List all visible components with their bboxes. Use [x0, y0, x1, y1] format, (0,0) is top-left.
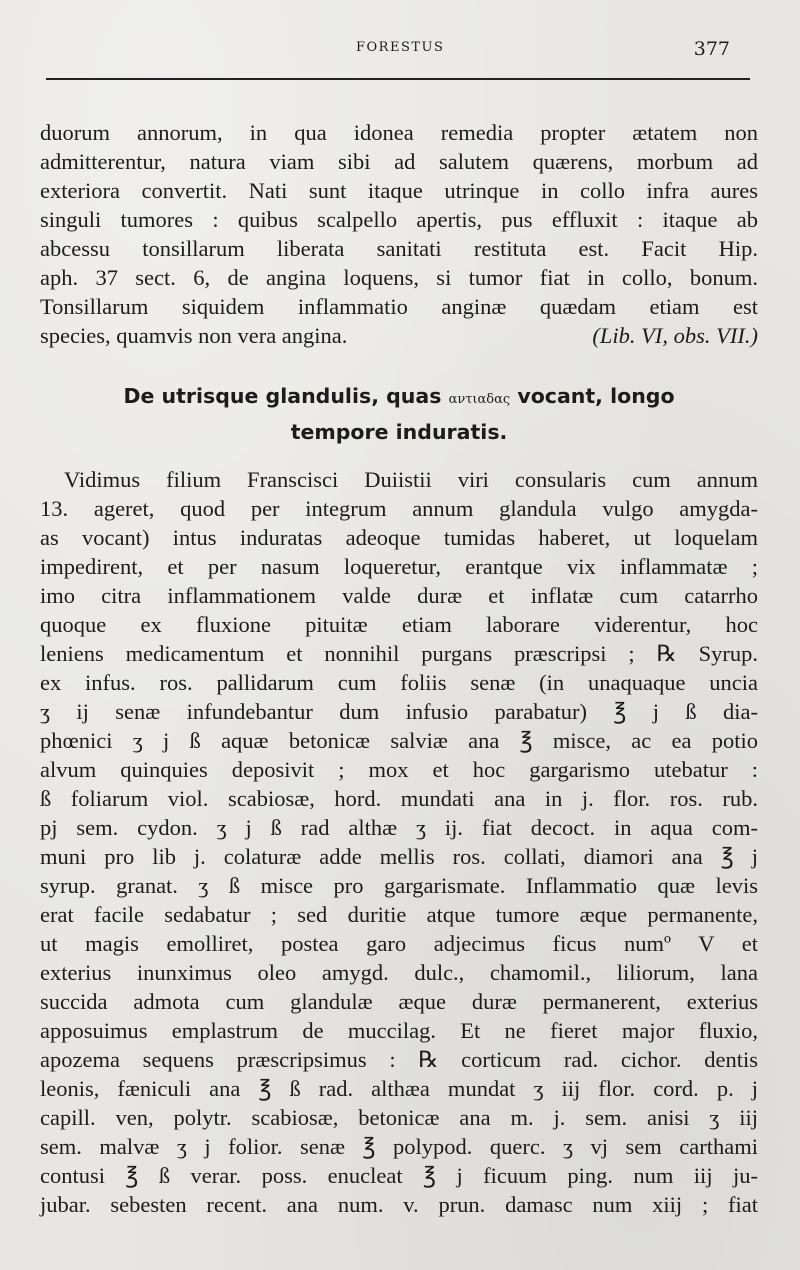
text-line: impedirent, et per nasum loqueretur, erantque vix inflammatæ ; — [40, 554, 758, 579]
greek-word: αντιαδας — [448, 392, 511, 407]
text-line: leniens medicamentum et nonnihil purgans præscripsi ; ℞ Syrup. — [40, 641, 758, 666]
text-line: erat facile sedabatur ; sed duritie atque tumore æque permanente, — [40, 902, 758, 927]
text-line: exteriora convertit. Nati sunt itaque utrinque in collo infra aures — [40, 178, 758, 203]
text-line-with-reference — [40, 321, 758, 350]
paragraph-1 — [40, 118, 758, 350]
text-line: syrup. granat. ʒ ß misce pro gargarismate. Inflammatio quæ levis — [40, 873, 758, 898]
text-line: exterius inunximus oleo amygd. dulc., chamomil., liliorum, lana — [40, 960, 758, 985]
text-line: phœnici ʒ j ß aquæ betonicæ salviæ ana ℥ misce, ac ea potio — [40, 728, 758, 753]
text-line: Tonsillarum siquidem inflammatio anginæ quædam etiam est — [40, 294, 758, 319]
text-line: aph. 37 sect. 6, de angina loquens, si tumor fiat in collo, bonum. — [40, 265, 758, 290]
text-line: singuli tumores : quibus scalpello apertis, pus effluxit : itaque ab — [40, 207, 758, 232]
text-line: contusi ℥ ß verar. poss. enucleat ℥ j ficuum ping. num iij ju- — [40, 1163, 758, 1188]
heading-text: vocant, longo — [517, 384, 675, 408]
text-line: ut magis emolliret, postea garo adjecimus ficus numº V et — [40, 931, 758, 956]
header-rule — [46, 78, 750, 80]
running-title: FORESTUS — [356, 40, 445, 55]
text-line: ex infus. ros. pallidarum cum foliis senæ (in unaquaque uncia — [40, 670, 758, 695]
heading-text: De utrisque glandulis, quas — [123, 384, 442, 408]
text-line: duorum annorum, in qua idonea remedia propter ætatem non — [40, 120, 758, 145]
text-line: pj sem. cydon. ʒ j ß rad althæ ʒ ij. fiat decoct. in aqua com- — [40, 815, 758, 840]
text-line: muni pro lib j. colaturæ adde mellis ros. collati, diamori ana ℥ j — [40, 844, 758, 869]
text-line: leonis, fæniculi ana ℥ ß rad. althæa mundat ʒ iij flor. cord. p. j — [40, 1076, 758, 1101]
text-line: jubar. sebesten recent. ana num. v. prun. damasc num xiij ; fiat — [40, 1192, 758, 1217]
section-heading — [40, 380, 758, 448]
heading-line-1 — [40, 380, 758, 416]
page-number: 377 — [693, 38, 730, 60]
text-line: sem. malvæ ʒ j folior. senæ ℥ polypod. querc. ʒ vj sem carthami — [40, 1134, 758, 1159]
text-line: apposuimus emplastrum de muccilag. Et ne fieret major fluxio, — [40, 1018, 758, 1043]
text-line: 13. ageret, quod per integrum annum glandula vulgo amygda- — [40, 496, 758, 521]
text-line: species, quamvis non vera angina. — [40, 323, 348, 348]
running-head — [0, 38, 800, 62]
text-line: ʒ ij senæ infundebantur dum infusio parabatur) ℥ j ß dia- — [40, 699, 758, 724]
text-line: admitterentur, natura viam sibi ad salutem quærens, morbum ad — [40, 149, 758, 174]
text-line: quoque ex fluxione pituitæ etiam laborare viderentur, hoc — [40, 612, 758, 637]
text-line: apozema sequens præscripsimus : ℞ corticum rad. cichor. dentis — [40, 1047, 758, 1072]
source-reference: (Lib. VI, obs. VII.) — [592, 323, 758, 348]
text-line: as vocant) intus induratas adeoque tumidas haberet, ut loquelam — [40, 525, 758, 550]
text-line: abcessu tonsillarum liberata sanitati restituta est. Facit Hip. — [40, 236, 758, 261]
text-line: ß foliarum viol. scabiosæ, hord. mundati ana in j. flor. ros. rub. — [40, 786, 758, 811]
text-line: alvum quinquies deposivit ; mox et hoc gargarismo utebatur : — [40, 757, 758, 782]
text-line: imo citra inflammationem valde duræ et inflatæ cum catarrho — [40, 583, 758, 608]
text-line: Vidimus filium Franscisci Duiistii viri consularis cum annum — [64, 467, 758, 492]
text-line: succida admota cum glandulæ æque duræ permanerent, exterius — [40, 989, 758, 1014]
paragraph-2 — [40, 465, 758, 1219]
text-line: capill. ven, polytr. scabiosæ, betonicæ ana m. j. sem. anisi ʒ iij — [40, 1105, 758, 1130]
heading-line-2: tempore induratis. — [290, 420, 508, 444]
